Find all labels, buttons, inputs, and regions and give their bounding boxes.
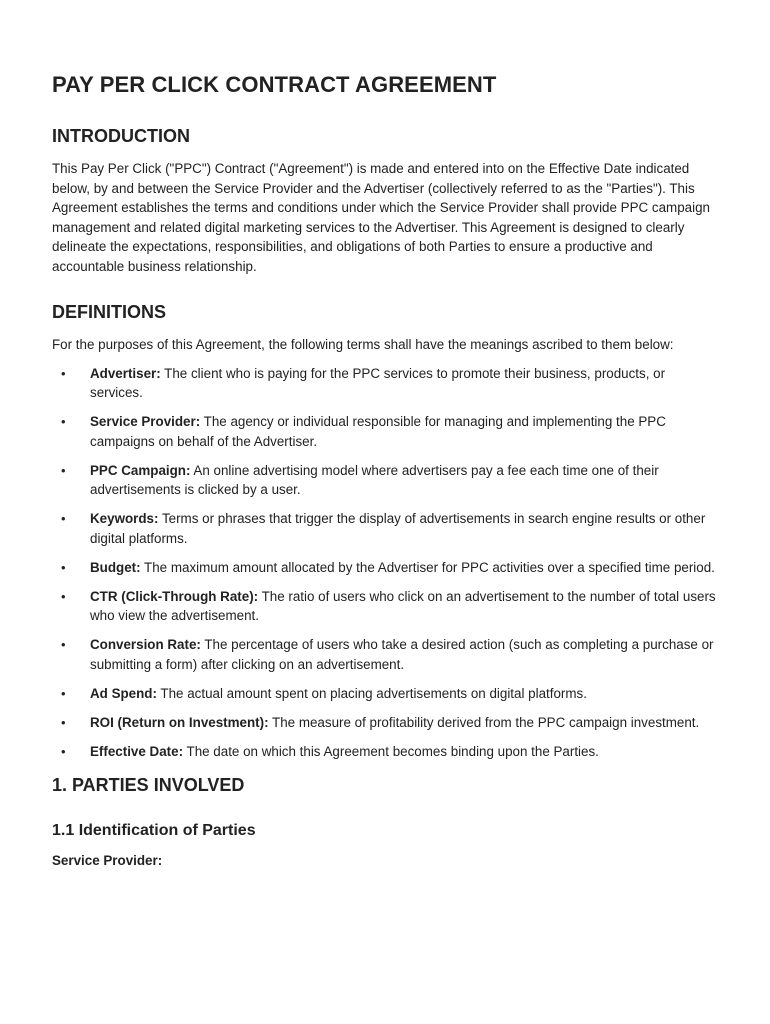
introduction-paragraph: This Pay Per Click ("PPC") Contract ("Agreement") is made and entered into on the Effective Date indicated below, by and between the Service Provider and the Advertiser (collectively referred to as the "Parties"). This Agreement establishes the terms and conditions under which the Service Provider shall provide PPC campaign management and related digital marketing services to the Advertiser. This Agreement is designed to clearly delineate the expectations, responsibilities, and obligations of both Parties to ensure a productive and accountable business relationship. xyxy=(52,161,710,274)
document-title: PAY PER CLICK CONTRACT AGREEMENT xyxy=(52,72,497,97)
bullet-icon: • xyxy=(61,559,66,575)
definition-term: Advertiser: xyxy=(90,365,161,381)
definition-text: The maximum amount allocated by the Advertiser for PPC activities over a specified time period. xyxy=(140,559,715,575)
definition-text: The actual amount spent on placing advertisements on digital platforms. xyxy=(156,685,587,701)
bullet-icon: • xyxy=(61,462,66,478)
definition-term: Conversion Rate: xyxy=(90,637,201,652)
definition-text: The percentage of users who take a desired action (such as completing a purchase or submitting a form) after clicking on an advertisement. xyxy=(90,637,714,672)
definition-text: The date on which this Agreement becomes binding upon the Parties. xyxy=(183,743,599,759)
definition-item xyxy=(52,684,718,704)
definition-text: The client who is paying for the PPC services to promote their business, products, or services. xyxy=(90,365,666,400)
definition-item xyxy=(52,412,718,451)
definition-term: CTR (Click-Through Rate): xyxy=(90,588,259,604)
definition-item xyxy=(52,558,718,578)
bullet-icon: • xyxy=(61,637,66,652)
definition-item xyxy=(52,587,718,626)
definition-item xyxy=(52,509,718,548)
definition-text: The ratio of users who click on an advertisement to the number of total users who view the advertisement. xyxy=(90,588,716,623)
definition-term: Budget: xyxy=(90,559,141,575)
bullet-icon: • xyxy=(61,714,66,730)
definition-term: PPC Campaign: xyxy=(90,462,191,478)
definition-term: Effective Date: xyxy=(90,743,184,759)
definition-text: An online advertising model where advertisers pay a fee each time one of their advertisements is clicked by a user. xyxy=(90,462,659,497)
definitions-list xyxy=(52,364,718,762)
definition-item xyxy=(52,742,718,762)
definition-item xyxy=(52,364,718,403)
definitions-intro: For the purposes of this Agreement, the following terms shall have the meanings ascribed to them below: xyxy=(52,337,674,352)
definition-term: ROI (Return on Investment): xyxy=(90,714,269,730)
parties-heading: 1. PARTIES INVOLVED xyxy=(52,775,245,795)
bullet-icon: • xyxy=(61,588,66,604)
definition-item xyxy=(52,635,718,674)
definition-text: The measure of profitability derived from the PPC campaign investment. xyxy=(268,714,700,730)
definition-item xyxy=(52,713,718,733)
bullet-icon: • xyxy=(61,685,66,701)
bullet-icon: • xyxy=(61,743,66,759)
definition-term: Service Provider: xyxy=(90,414,201,429)
bullet-icon: • xyxy=(61,414,66,429)
definition-text: Terms or phrases that trigger the display of advertisements in search engine results or other digital platforms. xyxy=(90,511,706,546)
definition-term: Ad Spend: xyxy=(90,685,157,701)
definition-text: The agency or individual responsible for managing and implementing the PPC campaigns on behalf of the Advertiser. xyxy=(90,414,666,449)
introduction-heading: INTRODUCTION xyxy=(52,126,190,146)
definition-item xyxy=(52,461,718,500)
service-provider-label: Service Provider: xyxy=(52,853,163,868)
identification-heading: 1.1 Identification of Parties xyxy=(52,822,256,839)
bullet-icon: • xyxy=(61,365,66,381)
definitions-heading: DEFINITIONS xyxy=(52,302,167,322)
definition-term: Keywords: xyxy=(90,511,159,526)
bullet-icon: • xyxy=(61,511,66,526)
